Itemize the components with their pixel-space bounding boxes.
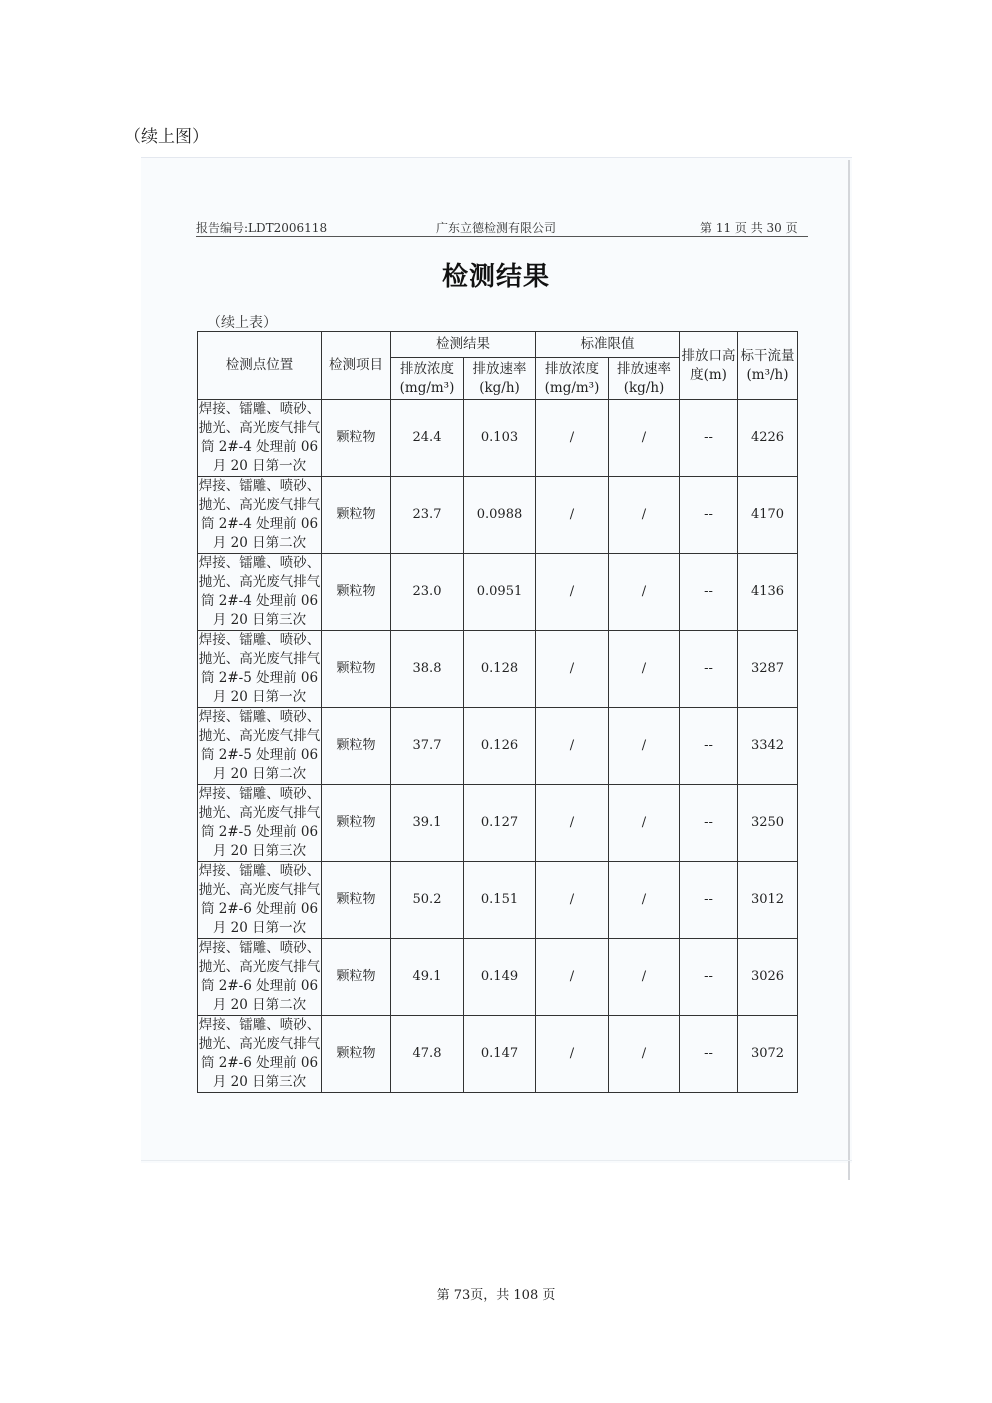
page-footer: 第 73页，共 108 页 (436, 1288, 556, 1303)
cell-rate-limit: / (609, 477, 680, 554)
header-rule (196, 236, 808, 237)
cell-conc: 50.2 (391, 862, 464, 939)
col-item-header: 检测项目 (322, 332, 391, 400)
cell-rate-limit: / (609, 862, 680, 939)
cell-conc-limit: / (536, 785, 609, 862)
sub-rate-header: 排放速率(kg/h) (464, 358, 536, 400)
table-row (198, 400, 798, 477)
results-table (197, 331, 798, 1093)
cell-item: 颗粒物 (322, 708, 391, 785)
cell-location: 焊接、镭雕、喷砂、抛光、高光废气排气筒 2#-6 处理前 06 月 20 日第三次 (198, 1016, 322, 1093)
cell-conc-limit: / (536, 631, 609, 708)
cell-location: 焊接、镭雕、喷砂、抛光、高光废气排气筒 2#-6 处理前 06 月 20 日第一次 (198, 862, 322, 939)
cell-conc-limit: / (536, 477, 609, 554)
cell-conc-limit: / (536, 400, 609, 477)
cell-rate-limit: / (609, 400, 680, 477)
col-height-header: 排放口高度(m) (680, 332, 738, 400)
report-number: 报告编号:LDT2006118 (196, 221, 328, 235)
cell-rate: 0.151 (464, 862, 536, 939)
continued-label: （续上表） (207, 315, 277, 331)
cell-location: 焊接、镭雕、喷砂、抛光、高光废气排气筒 2#-5 处理前 06 月 20 日第二次 (198, 708, 322, 785)
cell-rate-limit: / (609, 708, 680, 785)
sub-rate-limit-header: 排放速率(kg/h) (609, 358, 680, 400)
cell-height: -- (680, 554, 738, 631)
cell-rate: 0.0988 (464, 477, 536, 554)
table-row (198, 862, 798, 939)
cell-item: 颗粒物 (322, 1016, 391, 1093)
cell-location: 焊接、镭雕、喷砂、抛光、高光废气排气筒 2#-5 处理前 06 月 20 日第一次 (198, 631, 322, 708)
cell-rate: 0.127 (464, 785, 536, 862)
cell-rate-limit: / (609, 631, 680, 708)
cell-conc: 47.8 (391, 1016, 464, 1093)
table-row (198, 785, 798, 862)
cell-rate: 0.147 (464, 1016, 536, 1093)
table-row (198, 939, 798, 1016)
table-row (198, 554, 798, 631)
cell-height: -- (680, 400, 738, 477)
cell-conc: 38.8 (391, 631, 464, 708)
cell-conc: 49.1 (391, 939, 464, 1016)
sub-conc-limit-header: 排放浓度(mg/m³) (536, 358, 609, 400)
cell-height: -- (680, 631, 738, 708)
cell-flow: 3250 (738, 785, 798, 862)
table-row (198, 631, 798, 708)
cell-height: -- (680, 939, 738, 1016)
cell-height: -- (680, 785, 738, 862)
cell-flow: 3072 (738, 1016, 798, 1093)
table-row (198, 1016, 798, 1093)
col-location-header: 检测点位置 (198, 332, 322, 400)
cell-flow: 3026 (738, 939, 798, 1016)
cell-conc-limit: / (536, 862, 609, 939)
col-flow-header: 标干流量(m³/h) (738, 332, 798, 400)
sub-conc-header: 排放浓度(mg/m³) (391, 358, 464, 400)
cell-conc: 37.7 (391, 708, 464, 785)
cell-rate-limit: / (609, 785, 680, 862)
document-title: 检测结果 (441, 262, 550, 292)
cell-flow: 4226 (738, 400, 798, 477)
group-limit-header: 标准限值 (536, 332, 680, 358)
cell-location: 焊接、镭雕、喷砂、抛光、高光废气排气筒 2#-6 处理前 06 月 20 日第二次 (198, 939, 322, 1016)
cell-location: 焊接、镭雕、喷砂、抛光、高光废气排气筒 2#-4 处理前 06 月 20 日第一次 (198, 400, 322, 477)
cell-location: 焊接、镭雕、喷砂、抛光、高光废气排气筒 2#-4 处理前 06 月 20 日第二次 (198, 477, 322, 554)
cell-flow: 3342 (738, 708, 798, 785)
cell-conc-limit: / (536, 939, 609, 1016)
cell-item: 颗粒物 (322, 862, 391, 939)
cell-item: 颗粒物 (322, 785, 391, 862)
cell-item: 颗粒物 (322, 939, 391, 1016)
cell-location: 焊接、镭雕、喷砂、抛光、高光废气排气筒 2#-4 处理前 06 月 20 日第三次 (198, 554, 322, 631)
cell-rate: 0.103 (464, 400, 536, 477)
cell-flow: 4170 (738, 477, 798, 554)
cell-item: 颗粒物 (322, 631, 391, 708)
cell-conc: 23.7 (391, 477, 464, 554)
cell-flow: 3287 (738, 631, 798, 708)
group-result-header: 检测结果 (391, 332, 536, 358)
cell-rate: 0.126 (464, 708, 536, 785)
cell-rate: 0.0951 (464, 554, 536, 631)
cell-height: -- (680, 862, 738, 939)
cell-conc-limit: / (536, 708, 609, 785)
cell-location: 焊接、镭雕、喷砂、抛光、高光废气排气筒 2#-5 处理前 06 月 20 日第三次 (198, 785, 322, 862)
cell-rate: 0.149 (464, 939, 536, 1016)
table-row (198, 708, 798, 785)
cell-height: -- (680, 477, 738, 554)
scan-edge (848, 160, 850, 1180)
cell-flow: 3012 (738, 862, 798, 939)
scan-bottom-edge (141, 1160, 852, 1161)
cell-height: -- (680, 708, 738, 785)
cell-flow: 4136 (738, 554, 798, 631)
cell-item: 颗粒物 (322, 477, 391, 554)
cell-conc: 23.0 (391, 554, 464, 631)
table-row (198, 477, 798, 554)
cell-rate: 0.128 (464, 631, 536, 708)
company-name: 广东立德检测有限公司 (435, 221, 556, 235)
cell-rate-limit: / (609, 554, 680, 631)
cell-item: 颗粒物 (322, 400, 391, 477)
cell-height: -- (680, 1016, 738, 1093)
cell-rate-limit: / (609, 939, 680, 1016)
report-page-number: 第 11 页 共 30 页 (700, 221, 798, 235)
cell-rate-limit: / (609, 1016, 680, 1093)
cell-conc: 39.1 (391, 785, 464, 862)
caption: （续上图） (124, 127, 209, 147)
cell-conc-limit: / (536, 1016, 609, 1093)
cell-item: 颗粒物 (322, 554, 391, 631)
cell-conc: 24.4 (391, 400, 464, 477)
cell-conc-limit: / (536, 554, 609, 631)
